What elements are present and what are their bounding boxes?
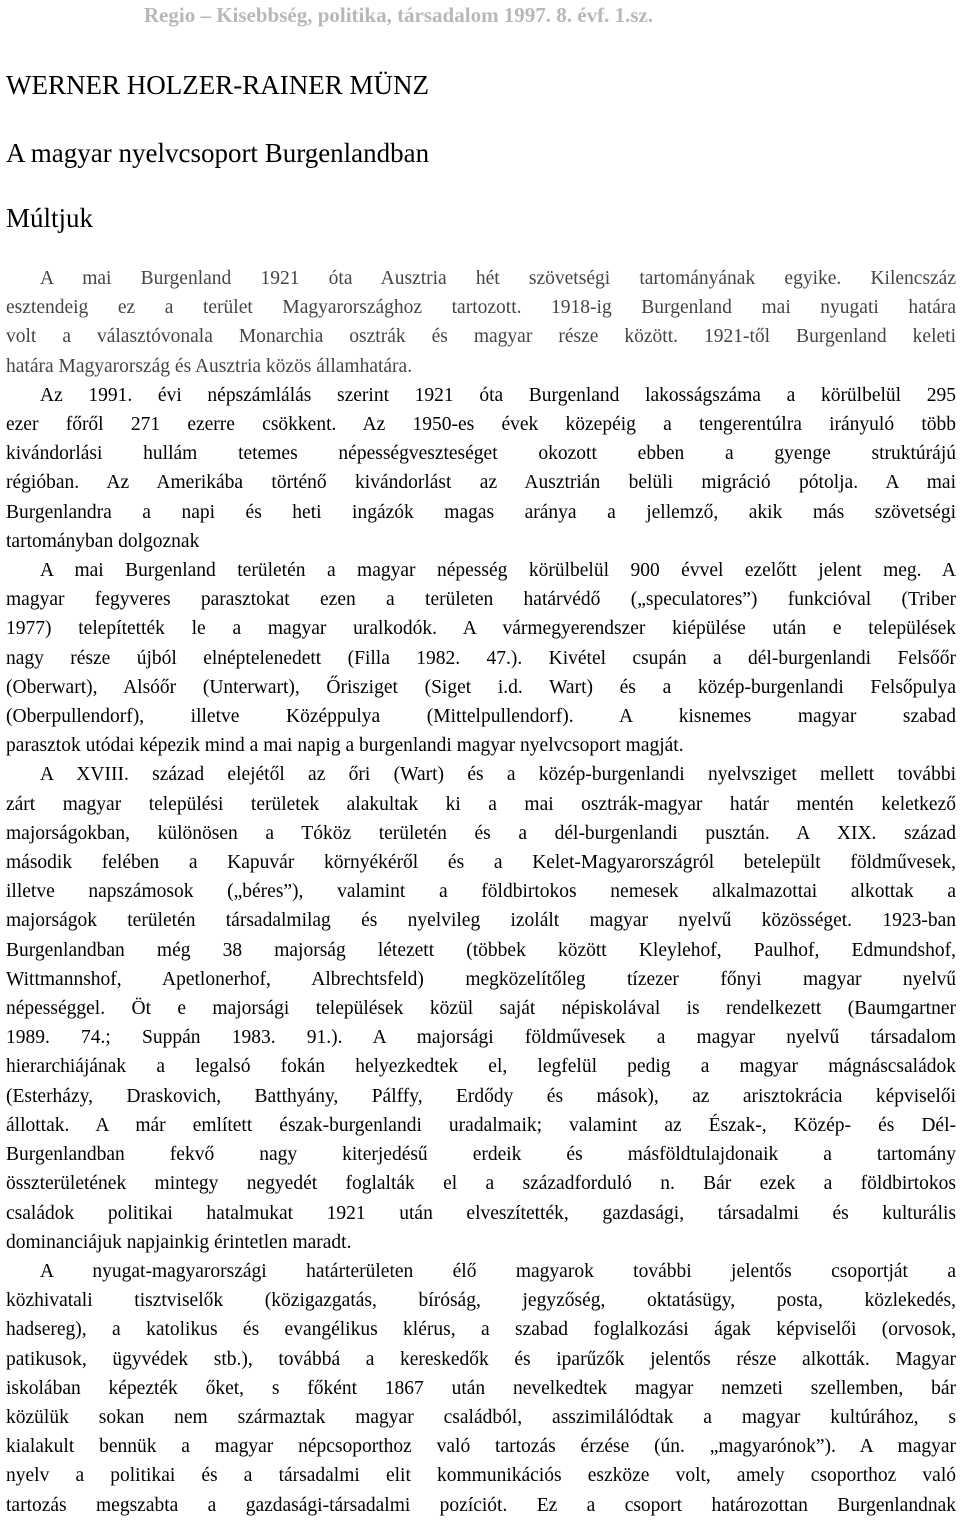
body-line: (Esterházy, Draskovich, Batthyány, Pálffy, Erdődy és mások), az arisztokrácia képviselői bbox=[6, 1085, 956, 1107]
body-line: kivándorlási hullám tetemes népességveszteséget okozott ebben a gyenge struktúrájú bbox=[6, 443, 956, 465]
body-line: kialakult bennük a magyar népcsoporthoz való tartozás érzése (ún. „magyarónok”). A magyar bbox=[6, 1436, 956, 1458]
body-line: (Oberpullendorf), illetve Középpulya (Mittelpullendorf). A kisnemes magyar szabad bbox=[6, 706, 956, 728]
body-line: régióban. Az Amerikába történő kivándorlást az Ausztrián belüli migráció pótolja. A mai bbox=[6, 472, 956, 494]
body-line: majorságokban, különösen a Tóköz területén és a dél-burgenlandi pusztán. A XIX. század bbox=[6, 822, 956, 844]
body-line: összterületének mintegy negyedét foglalták el a századforduló n. Bár ezek a földbirtokos bbox=[6, 1173, 956, 1195]
body-line: Burgenlandban fekvő nagy kiterjedésű erdeik és másföldtulajdonaik a tartomány bbox=[6, 1144, 956, 1166]
section-heading: Múltjuk bbox=[6, 203, 94, 233]
body-line: Wittmannshof, Apetlonerhof, Albrechtsfeld) megközelítőleg tízezer főnyi magyar nyelvű bbox=[6, 968, 956, 990]
body-line: dominanciájuk napjainkig érintetlen maradt. bbox=[6, 1231, 352, 1253]
body-line: népességgel. Öt e majorsági települések közül saját népiskolával is rendelkezett (Baumgartner bbox=[6, 998, 956, 1020]
body-line: esztendeig ez a terület Magyarországhoz tartozott. 1918-ig Burgenland mai nyugati határa bbox=[6, 297, 956, 319]
body-line: magyar fegyveres parasztokat ezen a területen határvédő („speculatores”) funkcióval (Triber bbox=[6, 589, 956, 611]
body-line: Az 1991. évi népszámlálás szerint 1921 óta Burgenland lakosságszáma a körülbelül 295 bbox=[40, 384, 956, 406]
body-line: volt a választóvonala Monarchia osztrák és magyar része között. 1921-től Burgenland keleti bbox=[6, 326, 956, 348]
body-line: 1989. 74.; Suppán 1983. 91.). A majorsági földművesek a magyar nyelvű társadalom bbox=[6, 1027, 956, 1049]
body-line: A XVIII. század elejétől az őri (Wart) és a közép-burgenlandi nyelvsziget mellett további bbox=[40, 764, 956, 786]
body-line: iskolában képezték őket, s főként 1867 után nevelkedtek magyar nemzeti szellemben, bár bbox=[6, 1377, 956, 1399]
body-line: nyelv a politikai és a társadalmi elit kommunikációs eszköze volt, amely csoporthoz való bbox=[6, 1465, 956, 1487]
body-line: Burgenlandban még 38 majorság létezett (többek között Kleylehof, Paulhof, Edmundshof, bbox=[6, 939, 956, 961]
body-line: közhivatali tisztviselők (közigazgatás, bíróság, jegyzőség, oktatásügy, posta, közlekedés, bbox=[6, 1290, 956, 1312]
body-line: A mai Burgenland területén a magyar népesség körülbelül 900 évvel ezelőtt jelent meg. A bbox=[40, 560, 956, 582]
body-line: (Oberwart), Alsóőr (Unterwart), Őrisziget (Siget i.d. Wart) és a közép-burgenlandi Felsőpulya bbox=[6, 676, 956, 698]
body-line: állottak. A már említett észak-burgenlandi uradalmaik; valamint az Észak-, Közép- és Dél- bbox=[6, 1114, 956, 1136]
body-line: hierarchiájának a legalsó fokán helyezkedtek el, legfelül pedig a magyar mágnáscsaládok bbox=[6, 1056, 956, 1078]
body-line: 1977) telepítették le a magyar uralkodók. A vármegyerendszer kiépülése után e települések bbox=[6, 618, 956, 640]
article-author: WERNER HOLZER-RAINER MÜNZ bbox=[6, 70, 429, 100]
body-line: ezer főről 271 ezerre csökkent. Az 1950-es évek közepéig a tengerentúlra irányuló több bbox=[6, 414, 956, 436]
body-text bbox=[6, 264, 956, 1520]
body-line: zárt magyar települési területek alakultak ki a mai osztrák-magyar határ mentén keletkező bbox=[6, 793, 956, 815]
body-line: patikusok, ügyvédek stb.), továbbá a kereskedők és iparűzők jelentős része alkották. Magyar bbox=[6, 1348, 956, 1370]
document-page bbox=[6, 0, 956, 1520]
body-line: A nyugat-magyarországi határterületen élő magyarok további jelentős csoportját a bbox=[40, 1260, 956, 1282]
body-line: Burgenlandra a napi és heti ingázók magas aránya a jellemző, akik más szövetségi bbox=[6, 501, 956, 523]
body-line: tartományban dolgoznak bbox=[6, 530, 200, 552]
body-line: nagy része újból elnéptelenedett (Filla 1982. 47.). Kivétel csupán a dél-burgenlandi Felsőőr bbox=[6, 647, 956, 669]
article-title: A magyar nyelvcsoport Burgenlandban bbox=[6, 138, 430, 168]
body-line: illetve napszámosok („béres”), valamint a földbirtokos nemesek alkalmazottai alkottak a bbox=[6, 881, 956, 903]
body-line: második felében a Kapuvár környékéről és a Kelet-Magyarországról betelepült földművesek, bbox=[6, 852, 956, 874]
body-line: majorságok területén társadalmilag és nyelvileg izolált magyar nyelvű közösséget. 1923-ban bbox=[6, 910, 956, 932]
body-line: határa Magyarország és Ausztria közös államhatára. bbox=[6, 355, 413, 377]
running-header: Regio – Kisebbség, politika, társadalom 1997. 8. évf. 1.sz. bbox=[143, 3, 654, 27]
body-line: hadsereg), a katolikus és evangélikus klérus, a szabad foglalkozási ágak képviselői (orvosok, bbox=[6, 1319, 956, 1341]
body-line: közülük sokan nem származtak magyar családból, asszimilálódtak a magyar kultúrához, s bbox=[6, 1406, 956, 1428]
body-line: családok politikai hatalmukat 1921 után elveszítették, gazdasági, társadalmi és kulturális bbox=[6, 1202, 956, 1224]
body-line: A mai Burgenland 1921 óta Ausztria hét szövetségi tartományának egyike. Kilencszáz bbox=[40, 268, 956, 289]
body-line: parasztok utódai képezik mind a mai napig a burgenlandi magyar nyelvcsoport magját. bbox=[6, 735, 684, 757]
body-line: tartozás megszabta a gazdasági-társadalmi pozíciót. Ez a csoport határozottan Burgenlandnak bbox=[6, 1494, 956, 1516]
